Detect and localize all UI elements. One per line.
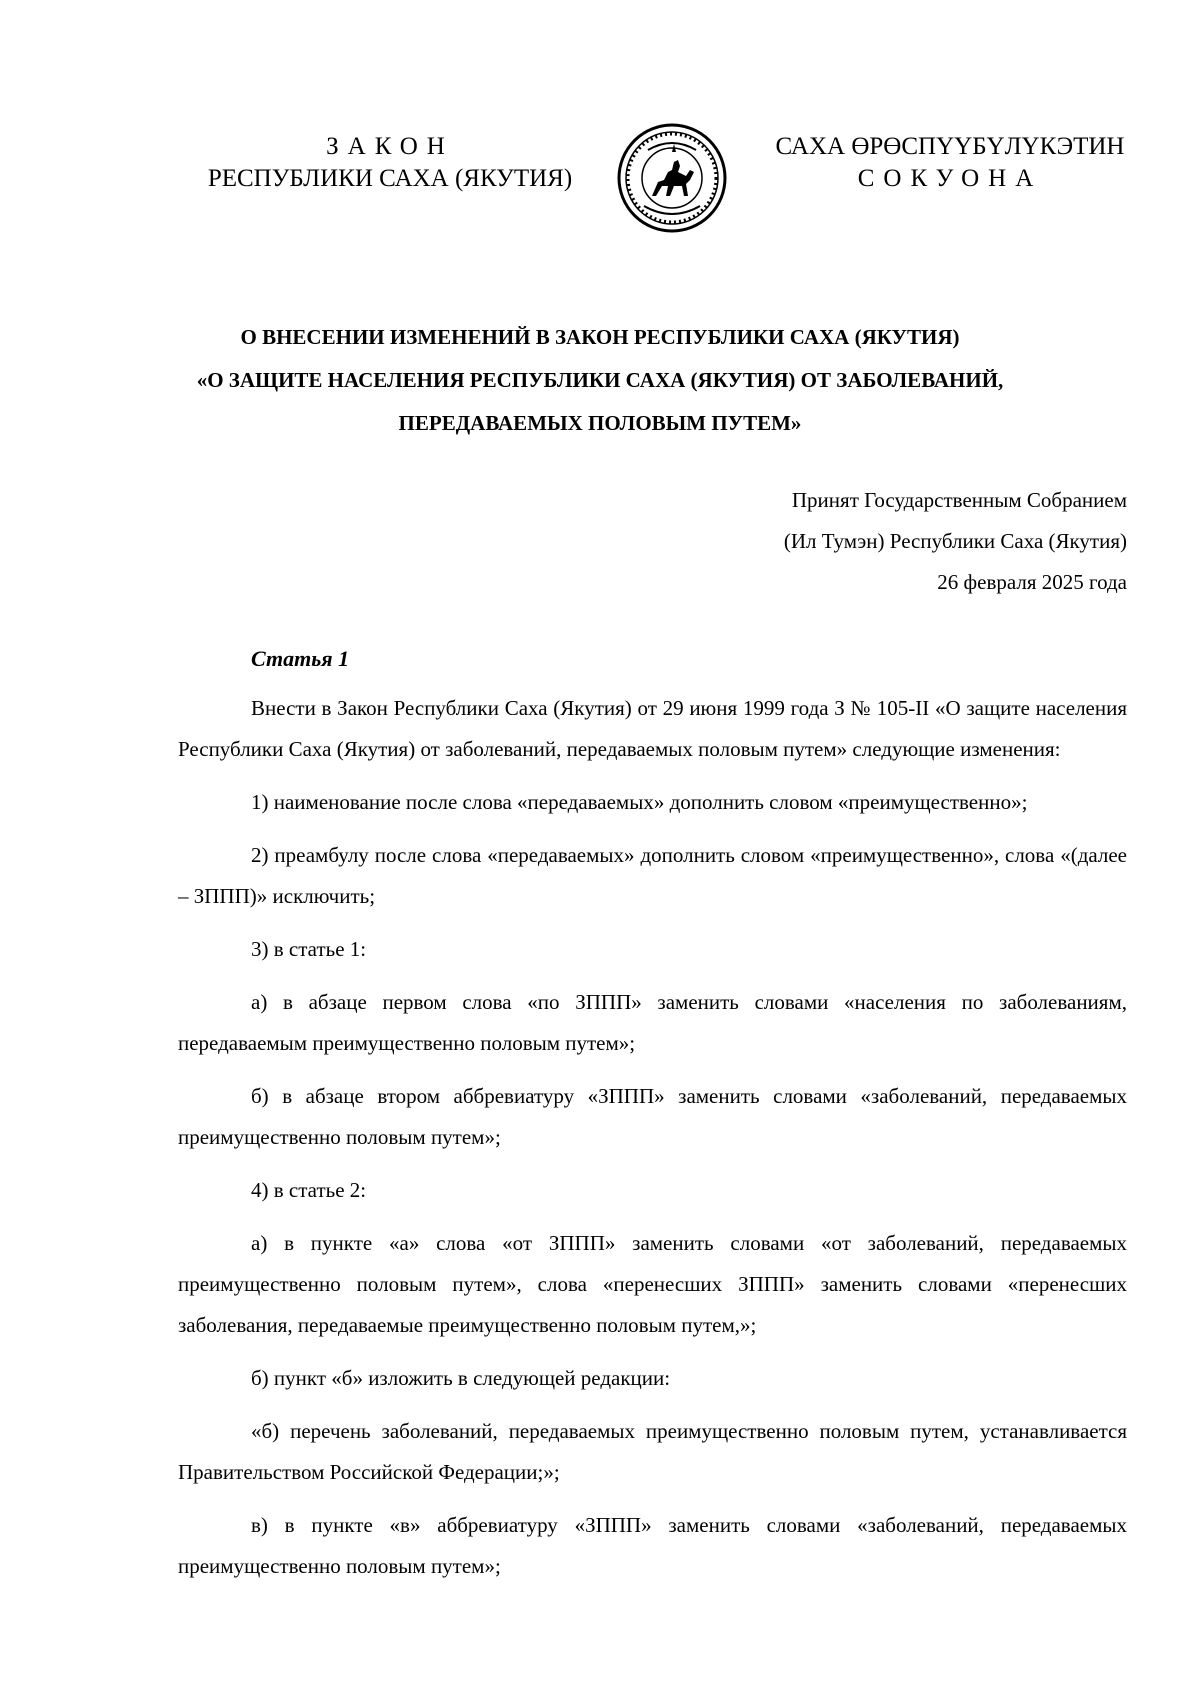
paragraph: 1) наименование после слова «передаваемых» дополнить словом «преимущественно»; [251,790,1028,814]
coat-of-arms-emblem-icon [616,122,728,234]
title-line3: ПЕРЕДАВАЕМЫХ ПОЛОВЫМ ПУТЕМ» [398,411,802,435]
title-line2: «О ЗАЩИТЕ НАСЕЛЕНИЯ РЕСПУБЛИКИ САХА (ЯКУТИЯ) ОТ ЗАБОЛЕВАНИЙ, [196,368,1004,392]
paragraph: 3) в статье 1: [251,937,367,961]
adopted-line2: (Ил Тумэн) Республики Саха (Якутия) [783,529,1127,553]
law-title [160,316,1040,445]
adopted-line1: Принят Государственным Собранием [791,488,1127,512]
paragraph: 4) в статье 2: [251,1178,367,1202]
title-line1: О ВНЕСЕНИИ ИЗМЕНЕНИЙ В ЗАКОН РЕСПУБЛИКИ САХА (ЯКУТИЯ) [240,325,960,349]
header-right [770,131,1130,195]
header-right-line1: САХА ӨРӨСПҮҮБҮЛҮКЭТИН [775,133,1125,160]
paragraph: б) пункт «б» изложить в следующей редакции: [251,1366,671,1390]
paragraph: а) в пункте «а» слова «от ЗППП» заменить словами «от заболеваний, передаваемых преимущественно половым путем», слова «перенесших ЗППП» заменить словами «перенесших заболевания, передаваемые преимущественно половым путем,»; [178,1231,1127,1337]
header-left-line1: ЗАКОН [326,133,454,160]
paragraph: а) в абзаце первом слова «по ЗППП» заменить словами «населения по заболеваниям, передаваемым преимущественно половым путем»; [178,990,1127,1055]
paragraph: б) в абзаце втором аббревиатуру «ЗППП» заменить словами «заболеваний, передаваемых преимущественно половым путем»; [178,1084,1127,1149]
adoption-block [784,480,1127,603]
article-heading: Статья 1 [251,646,350,671]
paragraph: 2) преамбулу после слова «передаваемых» дополнить словом «преимущественно», слова «(далее – ЗППП)» исключить; [178,843,1127,908]
article-body [178,688,1127,1587]
paragraph: Внести в Закон Республики Саха (Якутия) от 29 июня 1999 года З № 105-II «О защите населения Республики Саха (Якутия) от заболеваний, передаваемых половым путем» следующие изменения: [178,696,1127,761]
adopted-date: 26 февраля 2025 года [937,570,1127,594]
header-right-line2: СОКУОНА [857,165,1043,192]
header-left-line2: РЕСПУБЛИКИ САХА (ЯКУТИЯ) [207,165,573,192]
header-left [190,131,590,195]
paragraph: «б) перечень заболеваний, передаваемых преимущественно половым путем, устанавливается Правительством Российской Федерации;»; [178,1419,1127,1484]
paragraph: в) в пункте «в» аббревиатуру «ЗППП» заменить словами «заболеваний, передаваемых преимущественно половым путем»; [178,1513,1127,1578]
